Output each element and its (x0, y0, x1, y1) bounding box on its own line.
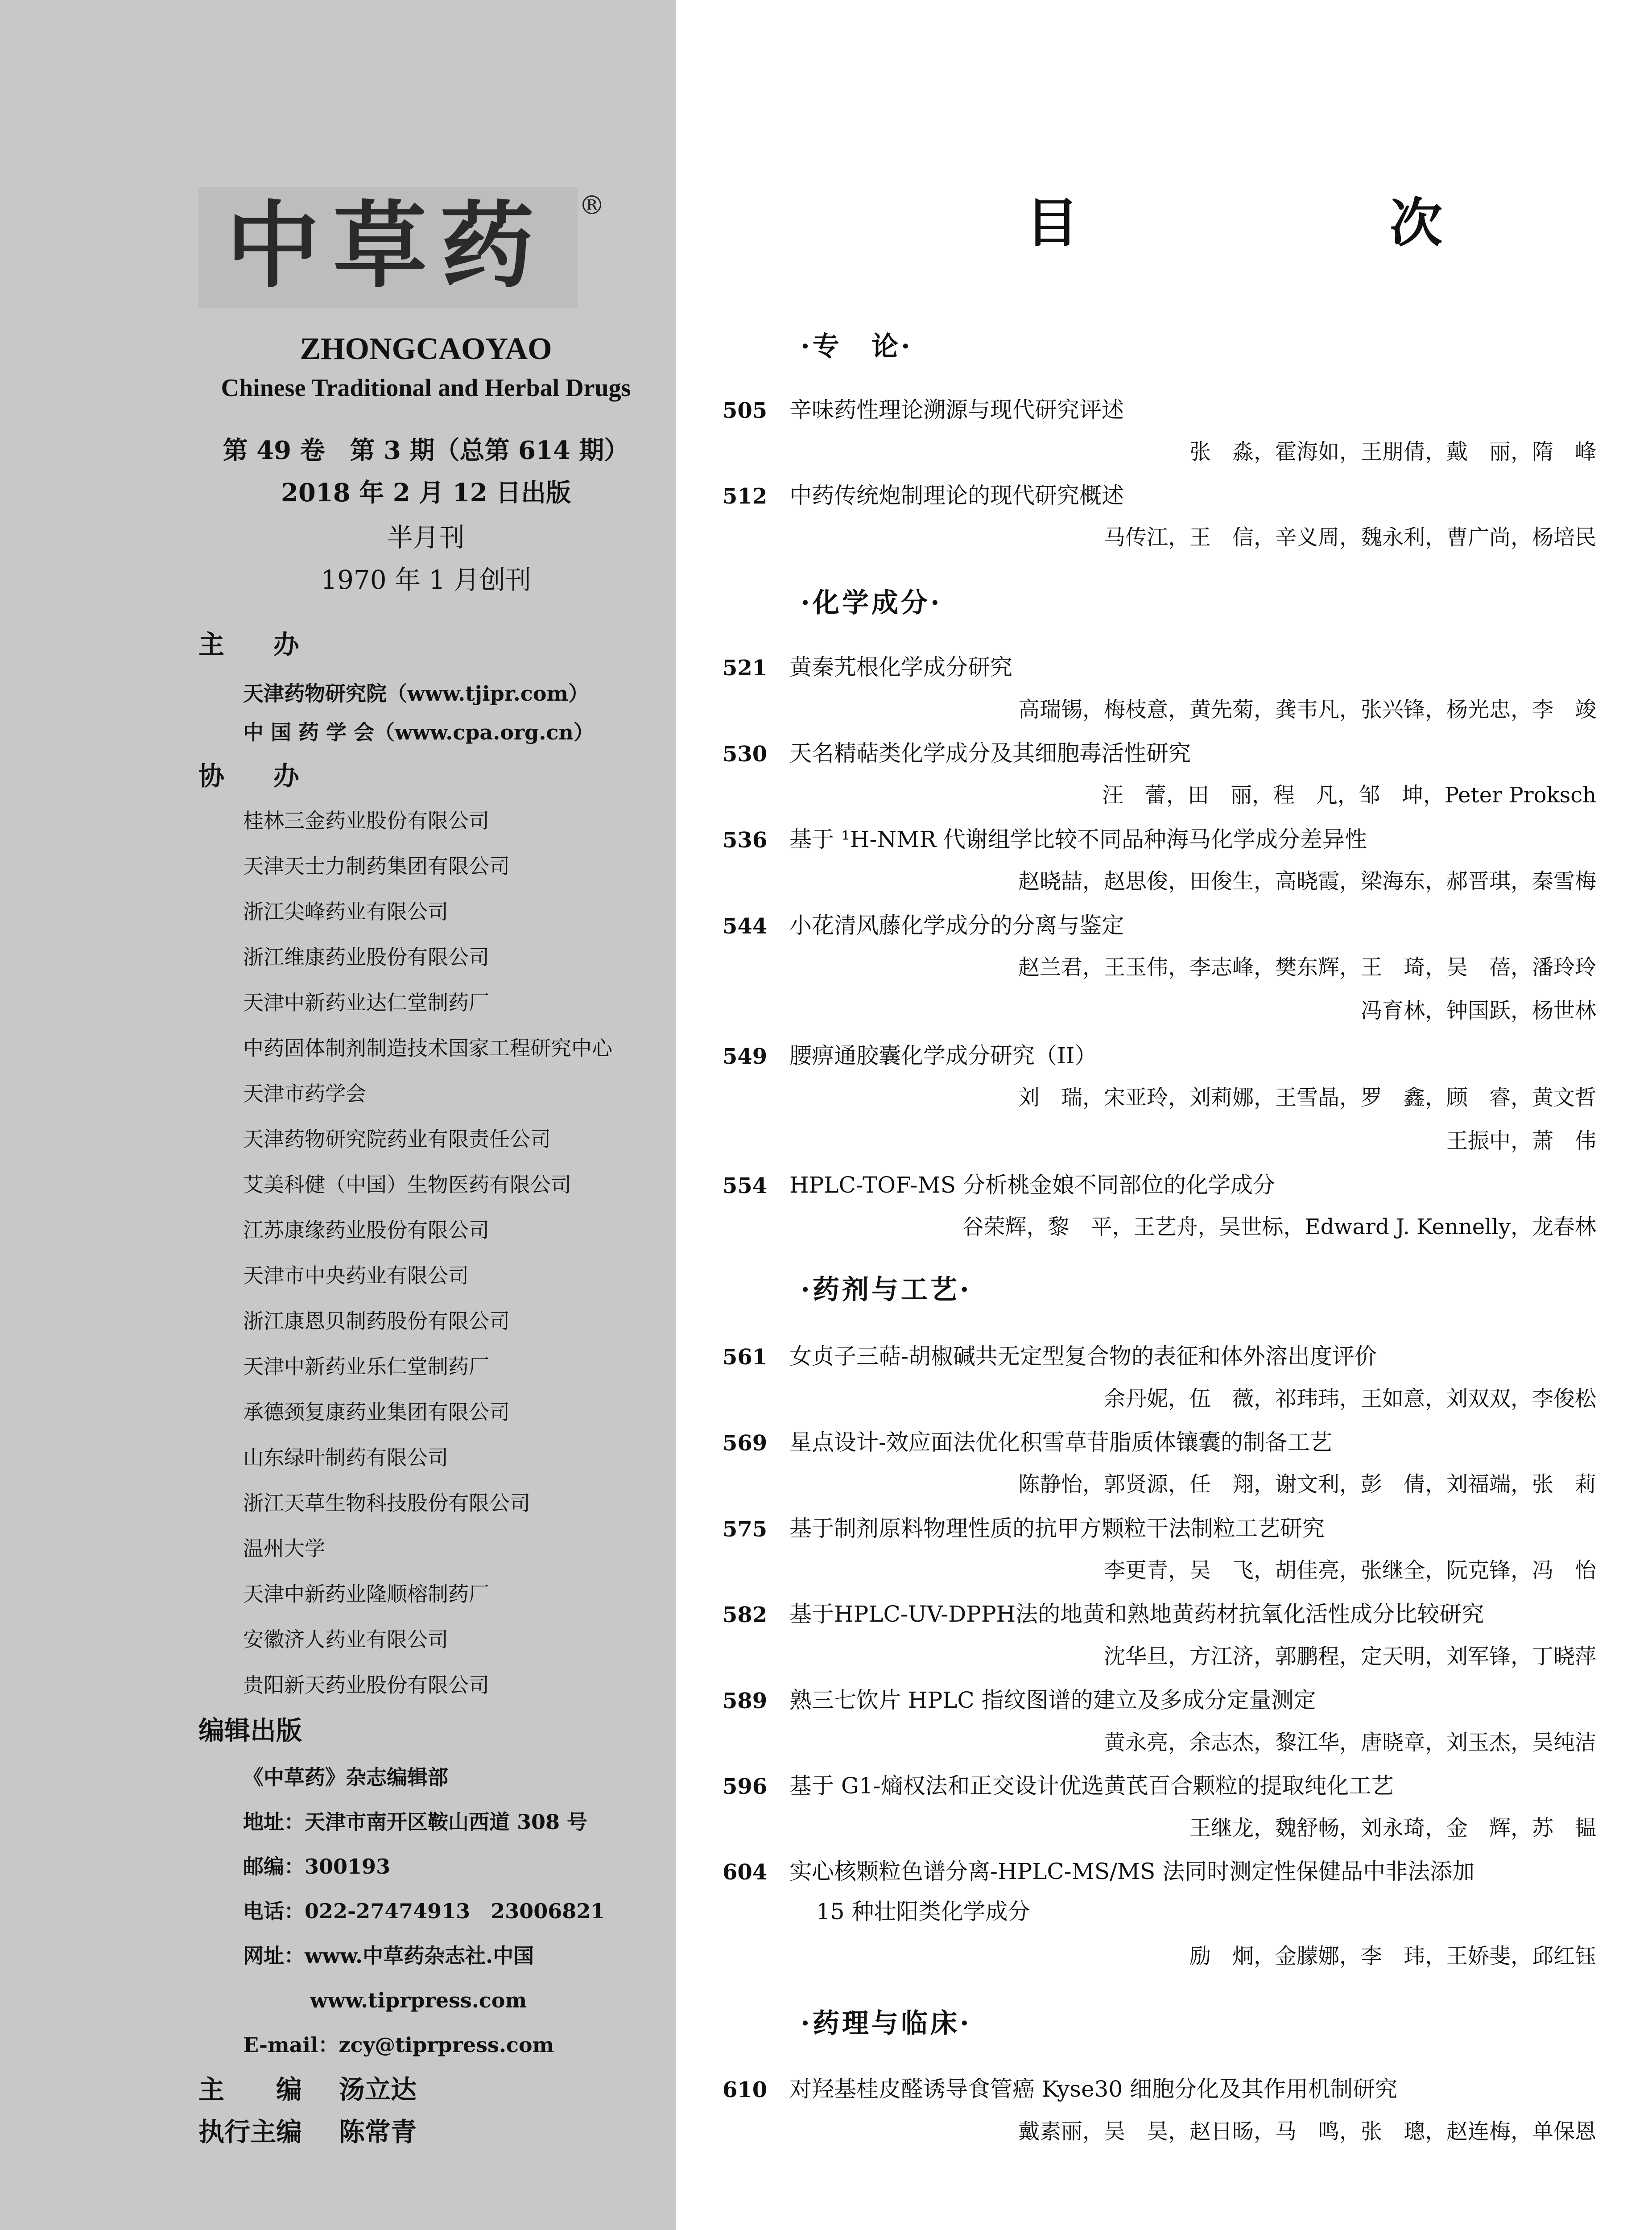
article-title[interactable]: HPLC-TOF-MS 分析桃金娘不同部位的化学成分 (789, 1172, 1275, 1198)
journal-title-pinyin: ZHONGCAOYAO (300, 332, 552, 366)
article-title[interactable]: 女贞子三萜-胡椒碱共无定型复合物的表征和体外溶出度评价 (789, 1343, 1377, 1369)
article-authors: 李更青，吴 飞，胡佳亮，张继全，阮克锋，冯 怡 (1103, 1558, 1596, 1583)
article-title[interactable]: 基于 G1-熵权法和正交设计优选黄芪百合颗粒的提取纯化工艺 (789, 1773, 1394, 1799)
article-authors: 马传江，王 信，辛义周，魏永利，曹广尚，杨培民 (1103, 525, 1596, 550)
section-heading: ·专 论· (801, 331, 913, 362)
cohost-item: 贵阳新天药业股份有限公司 (243, 1673, 489, 1697)
article-page: 582 (723, 1602, 768, 1627)
article-page: 521 (723, 656, 768, 681)
cohost-item: 天津药物研究院药业有限责任公司 (243, 1127, 551, 1151)
article-page: 530 (723, 742, 768, 767)
article-page: 596 (723, 1774, 768, 1799)
article-page: 554 (723, 1173, 768, 1198)
exec-editor-name: 陈常青 (339, 2117, 417, 2147)
journal-title-english: Chinese Traditional and Herbal Drugs (221, 374, 631, 402)
article-page: 561 (723, 1345, 768, 1370)
founded-date: 1970 年 1 月创刊 (321, 565, 531, 595)
article-page: 549 (723, 1044, 768, 1069)
cohost-item: 天津中新药业达仁堂制药厂 (243, 991, 489, 1015)
article-title[interactable]: 辛味药性理论溯源与现代研究评述 (789, 397, 1124, 423)
article-title[interactable]: 天名精萜类化学成分及其细胞毒活性研究 (789, 740, 1191, 766)
editorial-office: 《中草药》杂志编辑部 (243, 1765, 448, 1789)
chief-editor-name: 汤立达 (339, 2074, 417, 2105)
journal-logo-text: 中草药 (226, 190, 547, 301)
cohost-item: 浙江尖峰药业有限公司 (243, 900, 448, 924)
article-title[interactable]: 黄秦艽根化学成分研究 (789, 654, 1012, 680)
article-authors: 陈静怡，郭贤源，任 翔，谢文利，彭 倩，刘福端，张 莉 (1018, 1472, 1596, 1497)
article-title[interactable]: 小花清风藤化学成分的分离与鉴定 (789, 913, 1124, 938)
article-authors: 戴素丽，吴 昊，赵日旸，马 鸣，张 璁，赵连梅，单保恩 (1018, 2119, 1596, 2144)
article-authors: 刘 瑞，宋亚玲，刘莉娜，王雪晶，罗 鑫，顾 睿，黄文哲 (1018, 1085, 1596, 1110)
cohost-item: 浙江康恩贝制药股份有限公司 (243, 1309, 510, 1333)
cohost-item: 温州大学 (243, 1536, 325, 1561)
host-item: 天津药物研究院（www.tjipr.com） (243, 681, 589, 706)
journal-logo (198, 187, 578, 308)
chief-editor-label: 主 编 (198, 2074, 302, 2105)
publish-date: 2018 年 2 月 12 日出版 (281, 478, 571, 508)
article-authors: 高瑞锡，梅枝意，黄先菊，龚韦凡，张兴锋，杨光忠，李 竣 (1018, 697, 1596, 722)
cohost-item: 浙江维康药业股份有限公司 (243, 945, 489, 969)
article-page: 505 (723, 398, 768, 423)
cohost-item: 山东绿叶制药有限公司 (243, 1445, 448, 1470)
article-title[interactable]: 星点设计-效应面法优化积雪草苷脂质体镶囊的制备工艺 (789, 1429, 1332, 1455)
article-title-continued[interactable]: 15 种壮阳类化学成分 (816, 1899, 1030, 1924)
article-page: 544 (723, 914, 768, 939)
editorial-address: 地址：天津市南开区鞍山西道 308 号 (243, 1810, 588, 1834)
article-page: 512 (723, 484, 768, 509)
editorial-label: 编辑出版 (198, 1715, 302, 1746)
cohost-item: 天津市药学会 (243, 1082, 366, 1106)
cohost-item: 桂林三金药业股份有限公司 (243, 809, 489, 833)
article-page: 604 (723, 1860, 768, 1885)
article-authors: 赵晓喆，赵思俊，田俊生，高晓霞，梁海东，郝晋琪，秦雪梅 (1018, 869, 1596, 894)
host-item: 中 国 药 学 会（www.cpa.org.cn） (243, 720, 594, 744)
article-page: 610 (723, 2077, 768, 2102)
editorial-website-alt: www.tiprpress.com (310, 1988, 527, 2012)
editorial-website: 网址：www.中草药杂志社.中国 (243, 1944, 534, 1968)
article-page: 589 (723, 1689, 768, 1714)
editorial-postcode: 邮编：300193 (243, 1854, 391, 1879)
cohost-item: 浙江天草生物科技股份有限公司 (243, 1491, 530, 1515)
article-title[interactable]: 基于HPLC-UV-DPPH法的地黄和熟地黄药材抗氧化活性成分比较研究 (789, 1601, 1484, 1627)
publication-frequency: 半月刊 (387, 522, 465, 553)
article-title[interactable]: 熟三七饮片 HPLC 指纹图谱的建立及多成分定量测定 (789, 1687, 1316, 1713)
cohost-item: 安徽济人药业有限公司 (243, 1627, 448, 1652)
article-authors: 黄永亮，余志杰，黎江华，唐晓章，刘玉杰，吴纯洁 (1103, 1730, 1596, 1755)
editorial-email: E-mail：zcy@tiprpress.com (243, 2033, 554, 2057)
article-authors: 沈华旦，方江济，郭鹏程，定天明，刘军锋，丁晓萍 (1103, 1644, 1596, 1669)
article-authors: 冯育林，钟国跃，杨世林 (1360, 998, 1596, 1023)
cohost-item: 天津天士力制药集团有限公司 (243, 854, 510, 878)
article-title[interactable]: 基于 ¹H-NMR 代谢组学比较不同品种海马化学成分差异性 (789, 826, 1367, 852)
article-title[interactable]: 实心核颗粒色谱分离-HPLC-MS/MS 法同时测定性保健品中非法添加 (789, 1858, 1475, 1884)
host-label: 主办 (198, 629, 300, 660)
cohost-item: 天津市中央药业有限公司 (243, 1264, 469, 1288)
section-heading: ·化学成分· (801, 587, 942, 619)
cohost-item: 天津中新药业隆顺榕制药厂 (243, 1582, 489, 1606)
article-authors: 励 炯，金朦娜，李 玮，王娇斐，邱红钰 (1189, 1944, 1596, 1969)
sidebar-panel (0, 0, 676, 2230)
article-title[interactable]: 腰痹通胶囊化学成分研究（II） (789, 1043, 1097, 1069)
table-of-contents (676, 0, 1652, 2230)
article-authors: 张 淼，霍海如，王朋倩，戴 丽，隋 峰 (1189, 439, 1596, 464)
exec-editor-label: 执行主编 (198, 2117, 302, 2147)
editorial-phone: 电话：022-27474913 23006821 (243, 1899, 605, 1923)
cohost-item: 江苏康缘药业股份有限公司 (243, 1218, 489, 1242)
article-authors: 余丹妮，伍 薇，祁玮玮，王如意，刘双双，李俊松 (1103, 1386, 1596, 1411)
article-authors: 汪 蕾，田 丽，程 凡，邹 坤，Peter Proksch (1102, 783, 1596, 808)
article-authors: 赵兰君，王玉伟，李志峰，樊东辉，王 琦，吴 蓓，潘玲玲 (1018, 955, 1596, 980)
article-authors: 王振中，萧 伟 (1446, 1128, 1596, 1153)
cohost-item: 天津中新药业乐仁堂制药厂 (243, 1355, 489, 1379)
section-heading: ·药理与临床· (801, 2008, 972, 2039)
article-page: 575 (723, 1517, 768, 1542)
registered-mark: ® (579, 190, 605, 220)
article-title[interactable]: 中药传统炮制理论的现代研究概述 (789, 483, 1124, 508)
cohost-label: 协办 (198, 761, 300, 791)
article-page: 569 (723, 1431, 768, 1456)
contents-title: 目 次 (1026, 192, 1572, 254)
cohost-item: 中药固体制剂制造技术国家工程研究中心 (243, 1036, 612, 1060)
cohost-item: 承德颈复康药业集团有限公司 (243, 1400, 510, 1424)
article-title[interactable]: 基于制剂原料物理性质的抗甲方颗粒干法制粒工艺研究 (789, 1516, 1325, 1541)
article-authors: 王继龙，魏舒畅，刘永琦，金 辉，苏 韫 (1189, 1816, 1596, 1841)
section-heading: ·药剂与工艺· (801, 1274, 972, 1305)
article-title[interactable]: 对羟基桂皮醛诱导食管癌 Kyse30 细胞分化及其作用机制研究 (789, 2076, 1398, 2102)
article-authors: 谷荣辉，黎 平，王艺舟，吴世标，Edward J. Kennelly，龙春林 (962, 1214, 1596, 1239)
cohost-item: 艾美科健（中国）生物医药有限公司 (243, 1173, 571, 1197)
volume-issue: 第 49 卷 第 3 期（总第 614 期） (223, 436, 629, 465)
article-page: 536 (723, 828, 768, 853)
